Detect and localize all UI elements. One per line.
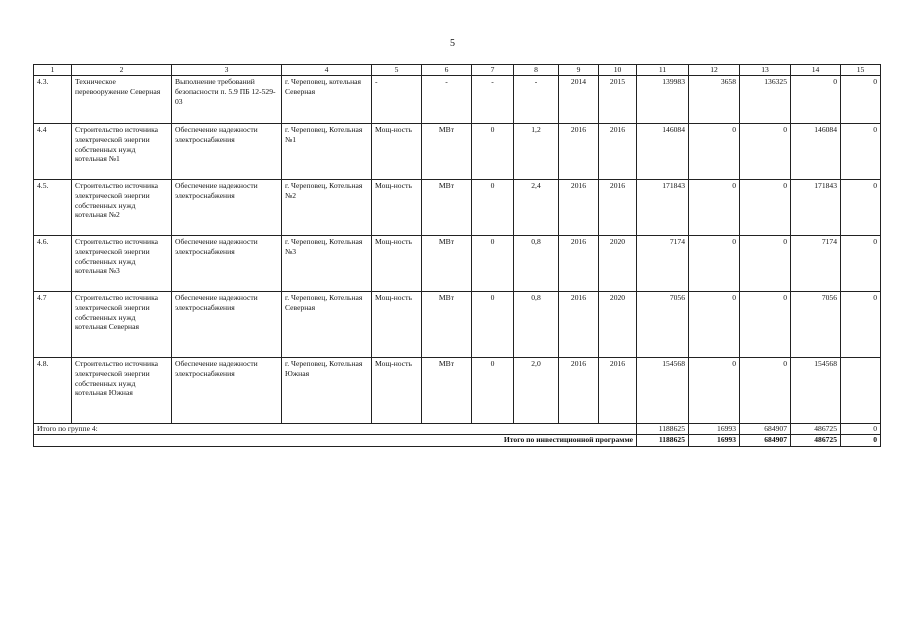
- table-cell-col15: 0: [841, 76, 881, 124]
- table-cell-col15: [841, 358, 881, 424]
- table-cell-col13: 136325: [740, 76, 791, 124]
- table-cell-col1: 4.3.: [34, 76, 72, 124]
- group-total-label: Итого по группе 4:: [34, 424, 637, 435]
- group-total-c12: 16993: [689, 424, 740, 435]
- table-cell-col1: 4.7: [34, 292, 72, 358]
- table-cell-col10: 2016: [599, 358, 637, 424]
- investment-program-table: [33, 64, 881, 447]
- table-cell-col3: Обеспечение надежности электроснабжения: [172, 236, 282, 292]
- table-cell-col1: 4.8.: [34, 358, 72, 424]
- table-cell-col5: -: [372, 76, 422, 124]
- table-cell-col7: 0: [472, 292, 514, 358]
- table-cell-col5: Мощ-ность: [372, 236, 422, 292]
- header-cell: 10: [599, 65, 637, 76]
- table-cell-col6: МВт: [422, 180, 472, 236]
- table-cell-col9: 2016: [559, 358, 599, 424]
- table-cell-col14: 0: [791, 76, 841, 124]
- table-cell-col10: 2020: [599, 292, 637, 358]
- table-cell-col3: Обеспечение надежности электроснабжения: [172, 358, 282, 424]
- header-cell: 8: [514, 65, 559, 76]
- table-cell-col2: Строительство источника электрической энергии собственных нужд котельная Северная: [72, 292, 172, 358]
- table-cell-col8: 0,8: [514, 236, 559, 292]
- table-cell-col1: 4.5.: [34, 180, 72, 236]
- group-total-c14: 486725: [791, 424, 841, 435]
- table-cell-col1: 4.6.: [34, 236, 72, 292]
- table-cell-col13: 0: [740, 124, 791, 180]
- table-cell-col9: 2014: [559, 76, 599, 124]
- table-cell-col3: Обеспечение надежности электроснабжения: [172, 292, 282, 358]
- header-cell: 7: [472, 65, 514, 76]
- group-total-row: [34, 424, 881, 435]
- table-cell-col7: 0: [472, 124, 514, 180]
- table-cell-col4: г. Череповец, Котельная Северная: [282, 292, 372, 358]
- table-cell-col2: Строительство источника электрической энергии собственных нужд котельная №3: [72, 236, 172, 292]
- header-cell: 1: [34, 65, 72, 76]
- table-cell-col3: Обеспечение надежности электроснабжения: [172, 124, 282, 180]
- table-cell-col15: 0: [841, 124, 881, 180]
- table-cell-col9: 2016: [559, 180, 599, 236]
- table-cell-col14: 154568: [791, 358, 841, 424]
- table-cell-col11: 139983: [637, 76, 689, 124]
- table-row: [34, 124, 881, 180]
- table-cell-col2: Строительство источника электрической энергии собственных нужд котельная №2: [72, 180, 172, 236]
- group-total-c13: 684907: [740, 424, 791, 435]
- header-cell: 12: [689, 65, 740, 76]
- header-cell: 6: [422, 65, 472, 76]
- table-cell-col6: -: [422, 76, 472, 124]
- table-cell-col13: 0: [740, 236, 791, 292]
- table-cell-col1: 4.4: [34, 124, 72, 180]
- table-cell-col5: Мощ-ность: [372, 358, 422, 424]
- table-cell-col15: 0: [841, 292, 881, 358]
- table-cell-col4: г. Череповец, Котельная №1: [282, 124, 372, 180]
- table-cell-col8: 2,4: [514, 180, 559, 236]
- table-cell-col11: 154568: [637, 358, 689, 424]
- header-cell: 2: [72, 65, 172, 76]
- group-total-c11: 1188625: [637, 424, 689, 435]
- page-number: 5: [450, 38, 455, 49]
- table-cell-col4: г. Череповец, Котельная №3: [282, 236, 372, 292]
- table-row: [34, 236, 881, 292]
- table-cell-col2: Строительство источника электрической энергии собственных нужд котельная Южная: [72, 358, 172, 424]
- table-cell-col13: 0: [740, 358, 791, 424]
- header-cell: 11: [637, 65, 689, 76]
- table-cell-col14: 146084: [791, 124, 841, 180]
- table-cell-col8: 2,0: [514, 358, 559, 424]
- table-cell-col4: г. Череповец, Котельная №2: [282, 180, 372, 236]
- table-row: [34, 292, 881, 358]
- table-cell-col12: 0: [689, 124, 740, 180]
- table-cell-col3: Обеспечение надежности электроснабжения: [172, 180, 282, 236]
- table-cell-col15: 0: [841, 180, 881, 236]
- grand-total-c11: 1188625: [637, 435, 689, 447]
- table-cell-col11: 171843: [637, 180, 689, 236]
- header-cell: 4: [282, 65, 372, 76]
- table-cell-col12: 0: [689, 180, 740, 236]
- table-cell-col6: МВт: [422, 292, 472, 358]
- table-cell-col6: МВт: [422, 124, 472, 180]
- table-cell-col12: 0: [689, 236, 740, 292]
- header-cell: 9: [559, 65, 599, 76]
- table-cell-col11: 146084: [637, 124, 689, 180]
- table-cell-col14: 7174: [791, 236, 841, 292]
- table-row: [34, 76, 881, 124]
- table-cell-col8: 0,8: [514, 292, 559, 358]
- header-row: [34, 65, 881, 76]
- table-cell-col9: 2016: [559, 124, 599, 180]
- table-cell-col12: 0: [689, 292, 740, 358]
- table-cell-col3: Выполнение требований безопасности п. 5.9 ПБ 12-529-03: [172, 76, 282, 124]
- grand-total-row: [34, 435, 881, 447]
- table-cell-col11: 7056: [637, 292, 689, 358]
- table-cell-col14: 171843: [791, 180, 841, 236]
- table-cell-col5: Мощ-ность: [372, 180, 422, 236]
- table-cell-col15: 0: [841, 236, 881, 292]
- table-cell-col5: Мощ-ность: [372, 124, 422, 180]
- table-cell-col7: -: [472, 76, 514, 124]
- table-cell-col14: 7056: [791, 292, 841, 358]
- table-cell-col12: 0: [689, 358, 740, 424]
- table-cell-col4: г. Череповец, котельная Северная: [282, 76, 372, 124]
- grand-total-c15: 0: [841, 435, 881, 447]
- group-total-c15: 0: [841, 424, 881, 435]
- table-cell-col9: 2016: [559, 292, 599, 358]
- table-cell-col2: Строительство источника электрической энергии собственных нужд котельная №1: [72, 124, 172, 180]
- table-cell-col10: 2015: [599, 76, 637, 124]
- table-cell-col8: -: [514, 76, 559, 124]
- grand-total-c12: 16993: [689, 435, 740, 447]
- table-cell-col13: 0: [740, 180, 791, 236]
- table-row: [34, 358, 881, 424]
- header-cell: 14: [791, 65, 841, 76]
- table-cell-col5: Мощ-ность: [372, 292, 422, 358]
- table-cell-col12: 3658: [689, 76, 740, 124]
- table-cell-col2: Техническое перевооружение Северная: [72, 76, 172, 124]
- table-cell-col7: 0: [472, 180, 514, 236]
- table-cell-col6: МВт: [422, 358, 472, 424]
- table-cell-col7: 0: [472, 358, 514, 424]
- table-cell-col7: 0: [472, 236, 514, 292]
- header-cell: 3: [172, 65, 282, 76]
- grand-total-label: Итого по инвестиционной программе: [34, 435, 637, 447]
- table-cell-col11: 7174: [637, 236, 689, 292]
- table-cell-col4: г. Череповец, Котельная Южная: [282, 358, 372, 424]
- header-cell: 13: [740, 65, 791, 76]
- header-cell: 15: [841, 65, 881, 76]
- table-cell-col8: 1,2: [514, 124, 559, 180]
- table-cell-col10: 2016: [599, 180, 637, 236]
- grand-total-c14: 486725: [791, 435, 841, 447]
- table-cell-col10: 2016: [599, 124, 637, 180]
- grand-total-c13: 684907: [740, 435, 791, 447]
- header-cell: 5: [372, 65, 422, 76]
- table-cell-col10: 2020: [599, 236, 637, 292]
- table-cell-col6: МВт: [422, 236, 472, 292]
- table-cell-col13: 0: [740, 292, 791, 358]
- table-row: [34, 180, 881, 236]
- table-cell-col9: 2016: [559, 236, 599, 292]
